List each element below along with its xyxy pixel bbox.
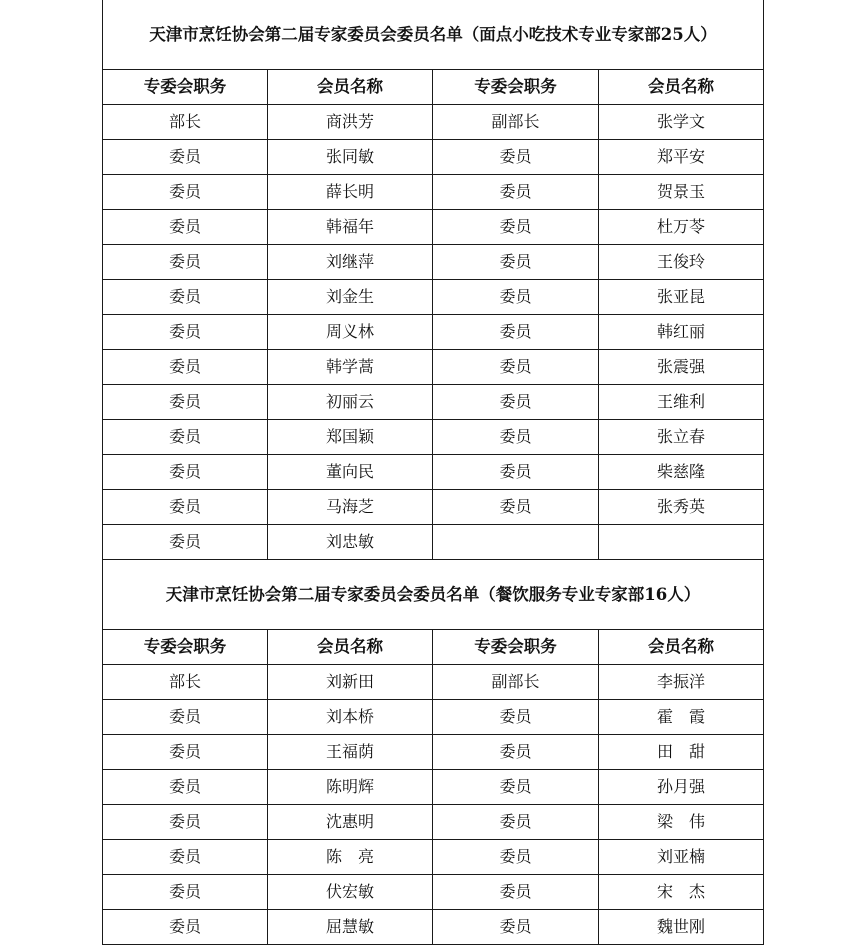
position-cell: 委员 [433, 350, 599, 385]
header-member-name: 会员名称 [599, 630, 764, 665]
member-name-cell: 韩学蒿 [268, 350, 433, 385]
position-cell: 委员 [433, 735, 599, 770]
member-name-cell: 刘忠敏 [268, 525, 433, 560]
member-name-cell: 霍 霞 [599, 700, 764, 735]
member-name-cell: 王俊玲 [599, 245, 764, 280]
member-name-cell: 张同敏 [268, 140, 433, 175]
position-cell: 委员 [103, 525, 268, 560]
committee-roster-table [102, 0, 764, 945]
table-row [103, 350, 764, 385]
position-cell: 委员 [433, 875, 599, 910]
member-name-cell: 屈慧敏 [268, 910, 433, 945]
table-row [103, 280, 764, 315]
position-cell: 委员 [433, 770, 599, 805]
member-name-cell: 王福荫 [268, 735, 433, 770]
position-cell: 委员 [433, 420, 599, 455]
position-cell: 委员 [433, 245, 599, 280]
position-cell: 委员 [103, 315, 268, 350]
position-cell: 委员 [433, 385, 599, 420]
member-name-cell: 王维利 [599, 385, 764, 420]
position-cell: 部长 [103, 665, 268, 700]
position-cell: 委员 [103, 875, 268, 910]
table-row [103, 315, 764, 350]
member-name-cell: 刘新田 [268, 665, 433, 700]
member-name-cell: 郑平安 [599, 140, 764, 175]
table-row [103, 175, 764, 210]
header-member-name: 会员名称 [268, 630, 433, 665]
header-position: 专委会职务 [433, 630, 599, 665]
section-title-row [103, 560, 764, 630]
member-name-cell: 伏宏敏 [268, 875, 433, 910]
position-cell: 委员 [433, 910, 599, 945]
member-name-cell: 刘金生 [268, 280, 433, 315]
position-cell: 委员 [103, 280, 268, 315]
member-name-cell: 张学文 [599, 105, 764, 140]
member-name-cell: 马海芝 [268, 490, 433, 525]
member-name-cell: 郑国颖 [268, 420, 433, 455]
table-row [103, 140, 764, 175]
column-header-row [103, 630, 764, 665]
section-title: 天津市烹饪协会第二届专家委员会委员名单（面点小吃技术专业专家部25人） [103, 0, 764, 70]
position-cell: 委员 [103, 210, 268, 245]
column-header-row [103, 70, 764, 105]
table-row [103, 420, 764, 455]
section-title-row [103, 0, 764, 70]
position-cell: 委员 [433, 455, 599, 490]
position-cell: 委员 [433, 140, 599, 175]
header-position: 专委会职务 [103, 630, 268, 665]
header-member-name: 会员名称 [268, 70, 433, 105]
position-cell: 委员 [103, 490, 268, 525]
member-name-cell: 董向民 [268, 455, 433, 490]
position-cell: 委员 [103, 770, 268, 805]
section-title: 天津市烹饪协会第二届专家委员会委员名单（餐饮服务专业专家部16人） [103, 560, 764, 630]
member-name-cell: 刘继萍 [268, 245, 433, 280]
position-cell: 委员 [103, 140, 268, 175]
position-cell: 委员 [103, 700, 268, 735]
position-cell: 委员 [433, 315, 599, 350]
position-cell: 委员 [103, 175, 268, 210]
position-cell: 委员 [433, 490, 599, 525]
position-cell: 委员 [103, 420, 268, 455]
member-name-cell [599, 525, 764, 560]
position-cell: 委员 [433, 700, 599, 735]
table-row [103, 875, 764, 910]
table-row [103, 105, 764, 140]
table-row [103, 385, 764, 420]
position-cell: 委员 [103, 805, 268, 840]
position-cell: 副部长 [433, 105, 599, 140]
position-cell: 委员 [103, 455, 268, 490]
member-name-cell: 陈明辉 [268, 770, 433, 805]
member-name-cell: 魏世刚 [599, 910, 764, 945]
member-name-cell: 沈惠明 [268, 805, 433, 840]
member-name-cell: 张亚昆 [599, 280, 764, 315]
member-name-cell: 薛长明 [268, 175, 433, 210]
member-name-cell: 陈 亮 [268, 840, 433, 875]
position-cell [433, 525, 599, 560]
member-name-cell: 张震强 [599, 350, 764, 385]
table-row [103, 700, 764, 735]
table-row [103, 735, 764, 770]
table-row [103, 770, 764, 805]
member-name-cell: 韩红丽 [599, 315, 764, 350]
position-cell: 委员 [103, 840, 268, 875]
roster-body [103, 0, 764, 945]
member-name-cell: 宋 杰 [599, 875, 764, 910]
member-name-cell: 贺景玉 [599, 175, 764, 210]
position-cell: 委员 [103, 385, 268, 420]
table-row [103, 805, 764, 840]
position-cell: 委员 [103, 245, 268, 280]
table-row [103, 525, 764, 560]
position-cell: 委员 [433, 840, 599, 875]
table-row [103, 210, 764, 245]
table-row [103, 490, 764, 525]
member-name-cell: 初丽云 [268, 385, 433, 420]
member-name-cell: 梁 伟 [599, 805, 764, 840]
member-name-cell: 刘亚楠 [599, 840, 764, 875]
position-cell: 委员 [103, 910, 268, 945]
position-cell: 委员 [433, 175, 599, 210]
member-name-cell: 商洪芳 [268, 105, 433, 140]
header-position: 专委会职务 [433, 70, 599, 105]
position-cell: 委员 [433, 280, 599, 315]
member-name-cell: 孙月强 [599, 770, 764, 805]
member-name-cell: 杜万苓 [599, 210, 764, 245]
member-name-cell: 刘本桥 [268, 700, 433, 735]
table-row [103, 910, 764, 945]
member-name-cell: 田 甜 [599, 735, 764, 770]
table-row [103, 665, 764, 700]
member-name-cell: 周义林 [268, 315, 433, 350]
header-member-name: 会员名称 [599, 70, 764, 105]
member-name-cell: 张立春 [599, 420, 764, 455]
position-cell: 委员 [103, 350, 268, 385]
member-name-cell: 韩福年 [268, 210, 433, 245]
position-cell: 委员 [433, 805, 599, 840]
position-cell: 委员 [103, 735, 268, 770]
position-cell: 副部长 [433, 665, 599, 700]
table-row [103, 245, 764, 280]
table-row [103, 455, 764, 490]
table-row [103, 840, 764, 875]
member-name-cell: 柴慈隆 [599, 455, 764, 490]
member-name-cell: 张秀英 [599, 490, 764, 525]
position-cell: 部长 [103, 105, 268, 140]
position-cell: 委员 [433, 210, 599, 245]
header-position: 专委会职务 [103, 70, 268, 105]
member-name-cell: 李振洋 [599, 665, 764, 700]
